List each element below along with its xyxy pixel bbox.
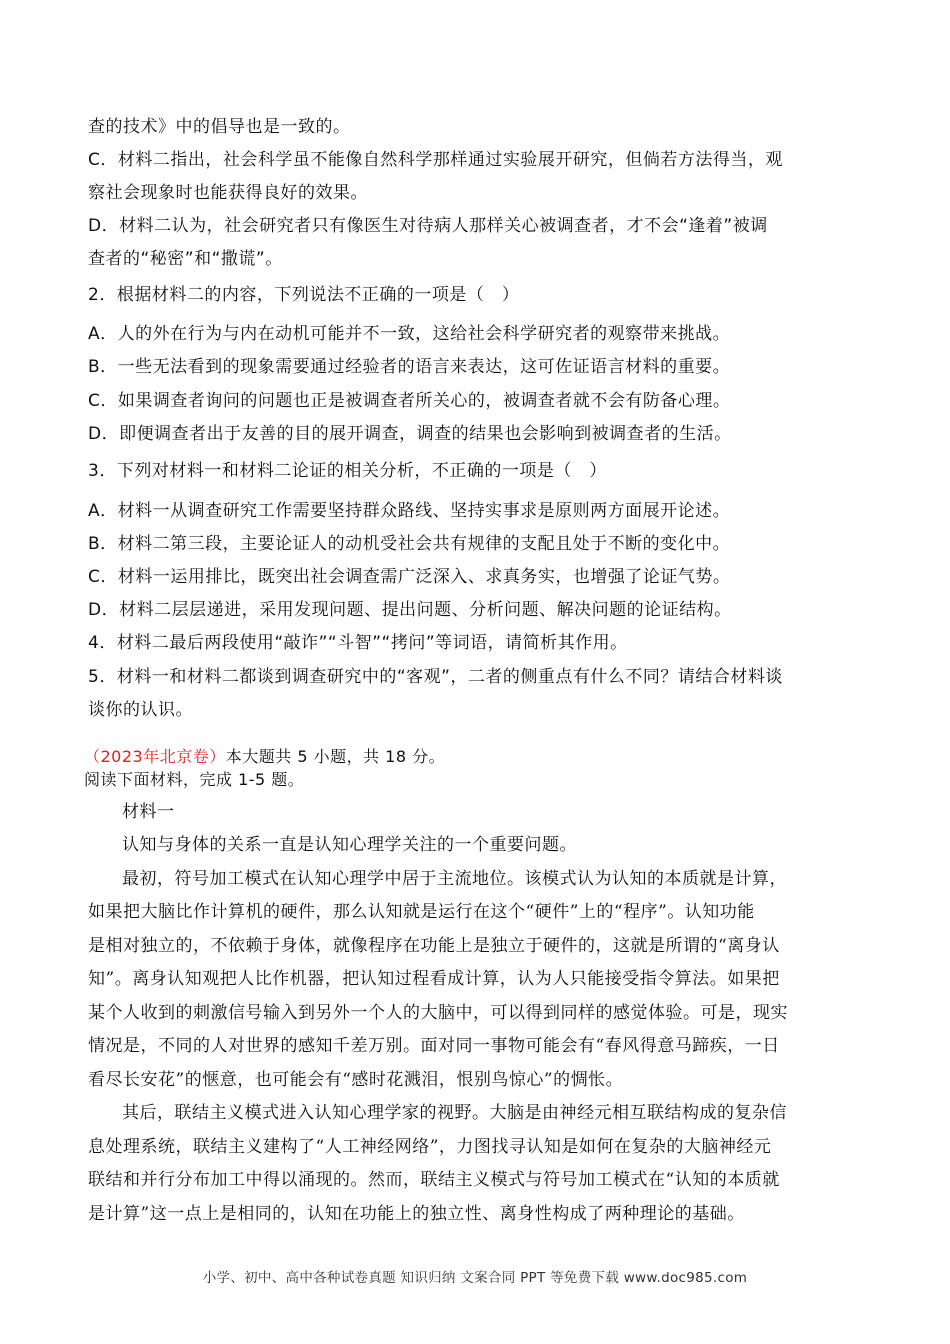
page-footer: 小学、初中、高中各种试卷真题 知识归纳 文案合同 PPT 等免费下载 www.doc985.com <box>202 1270 748 1286</box>
q2-option-c: C．如果调查者询问的问题也正是被调查者所关心的，被调查者就不会有防备心理。 <box>88 391 731 411</box>
material-paragraph-2-line: 某个人收到的刺激信号输入到另外一个人的大脑中，可以得到同样的感觉体验。可是，现实 <box>88 1003 788 1023</box>
material-paragraph-2-line: 是相对独立的，不依赖于身体，就像程序在功能上是独立于硬件的，这就是所谓的“离身认 <box>88 936 780 956</box>
section-header <box>84 746 874 768</box>
material-paragraph-3-line: 息处理系统，联结主义建构了“人工神经网络”，力图找寻认知是如何在复杂的大脑神经元 <box>88 1137 772 1157</box>
q4-stem: 4．材料二最后两段使用“敲诈”“斗智”“拷问”等词语，请简析其作用。 <box>88 633 628 653</box>
q2-option-d: D．即便调查者出于友善的目的展开调查，调查的结果也会影响到被调查者的生活。 <box>88 424 732 444</box>
material-paragraph-3-line: 联结和并行分布加工中得以涌现的。然而，联结主义模式与符号加工模式在“认知的本质就 <box>88 1170 780 1190</box>
q2-stem: 2．根据材料二的内容，下列说法不正确的一项是（ ） <box>88 285 520 305</box>
q1-option-d-line2: 查者的“秘密”和“撒谎”。 <box>88 249 283 269</box>
material-paragraph-2-line: 如果把大脑比作计算机的硬件，那么认知就是运行在这个“硬件”上的“程序”。认知功能 <box>88 902 755 922</box>
q3-option-b: B．材料二第三段，主要论证人的动机受社会共有规律的支配且处于不断的变化中。 <box>88 534 731 554</box>
q2-option-b: B．一些无法看到的现象需要通过经验者的语言来表达，这可佐证语言材料的重要。 <box>88 357 731 377</box>
q3-stem: 3．下列对材料一和材料二论证的相关分析，不正确的一项是（ ） <box>88 461 607 481</box>
q1-tail-line: 查的技术》中的倡导也是一致的。 <box>88 117 351 137</box>
q3-option-a: A．材料一从调查研究工作需要坚持群众路线、坚持实事求是原则两方面展开论述。 <box>88 501 731 521</box>
material-paragraph-3-line: 其后，联结主义模式进入认知心理学家的视野。大脑是由神经元相互联结构成的复杂信 <box>122 1103 787 1123</box>
q3-option-d: D．材料二层层递进，采用发现问题、提出问题、分析问题、解决问题的论证结构。 <box>88 600 732 620</box>
q3-option-c: C．材料一运用排比，既突出社会调查需广泛深入、求真务实，也增强了论证气势。 <box>88 567 731 587</box>
q5-stem-line2: 谈你的认识。 <box>88 700 193 720</box>
section-instruction: 阅读下面材料，完成 1-5 题。 <box>84 770 305 789</box>
q1-option-c-line2: 察社会现象时也能获得良好的效果。 <box>88 183 368 203</box>
material-paragraph-2-line: 最初，符号加工模式在认知心理学中居于主流地位。该模式认为认知的本质就是计算， <box>122 869 787 889</box>
source-label: （2023年北京卷） <box>84 747 226 766</box>
material-paragraph-2-line: 看尽长安花”的惬意，也可能会有“感时花溅泪，恨别鸟惊心”的惆怅。 <box>88 1070 624 1090</box>
material-paragraph-3-line: 是计算”这一点上是相同的，认知在功能上的独立性、离身性构成了两种理论的基础。 <box>88 1204 745 1224</box>
material-title: 材料一 <box>122 802 175 822</box>
section-summary: 本大题共 5 小题，共 18 分。 <box>225 747 446 766</box>
q5-stem-line1: 5．材料一和材料二都谈到调查研究中的“客观”，二者的侧重点有什么不同？请结合材料谈 <box>88 667 783 687</box>
material-paragraph-2-line: 情况是，不同的人对世界的感知千差万别。面对同一事物可能会有“春风得意马蹄疾，一日 <box>88 1036 780 1056</box>
q1-option-d-line1: D．材料二认为，社会研究者只有像医生对待病人那样关心被调查者，才不会“逢着”被调 <box>88 216 768 236</box>
q1-option-c-line1: C．材料二指出，社会科学虽不能像自然科学那样通过实验展开研究，但倘若方法得当，观 <box>88 150 783 170</box>
material-paragraph-1: 认知与身体的关系一直是认知心理学关注的一个重要问题。 <box>122 835 577 855</box>
material-paragraph-2-line: 知”。离身认知观把人比作机器，把认知过程看成计算，认为人只能接受指令算法。如果把 <box>88 969 780 989</box>
q2-option-a: A．人的外在行为与内在动机可能并不一致，这给社会科学研究者的观察带来挑战。 <box>88 324 731 344</box>
